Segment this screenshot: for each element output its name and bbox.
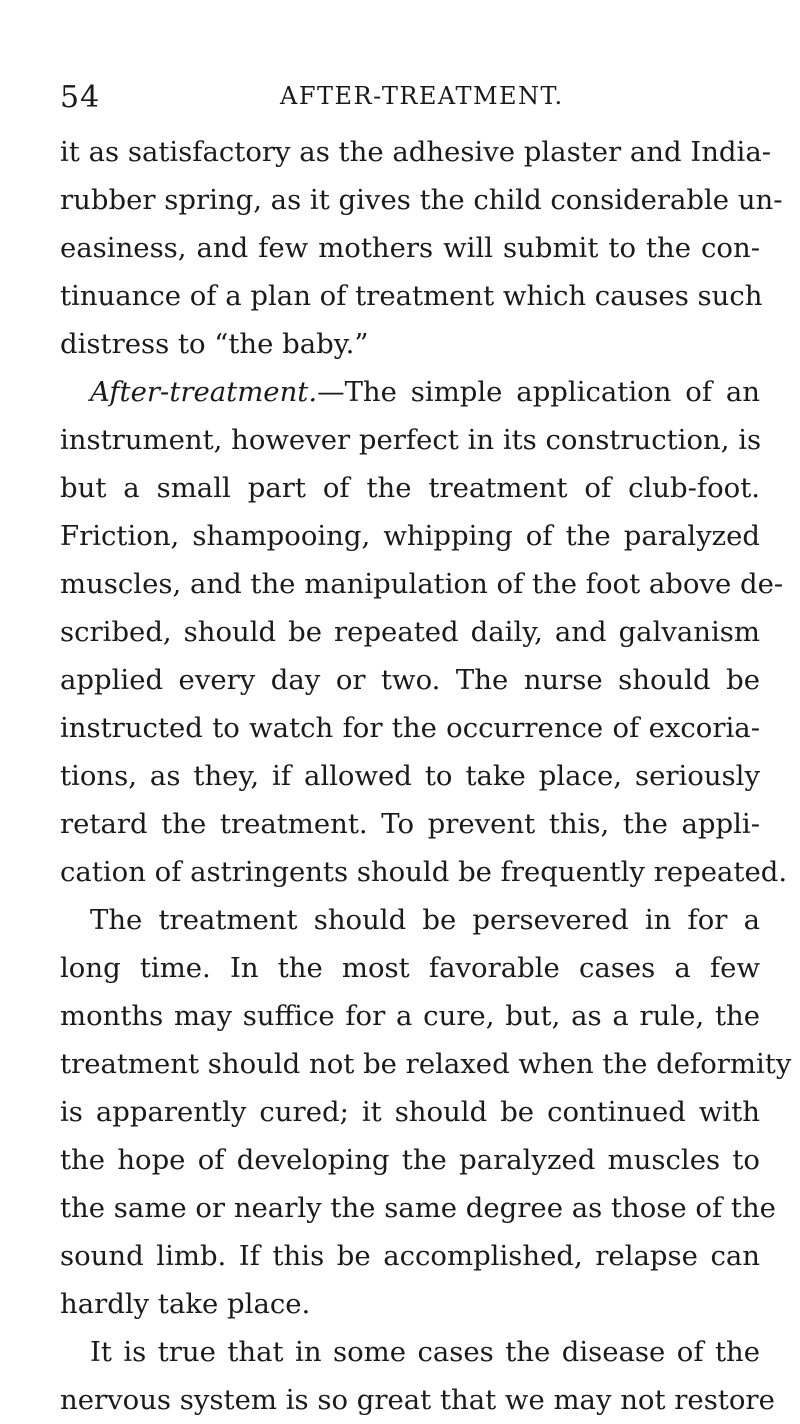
text-line: Friction, shampooing, whipping of the paralyzed [60,520,760,552]
text-line: distress to “the baby.” [60,328,369,360]
text-line: tinuance of a plan of treatment which causes such [60,280,763,312]
text-line: instructed to watch for the occurrence of excoria- [60,712,760,744]
text-line: the same or nearly the same degree as those of the [60,1192,776,1224]
text-line: but a small part of the treatment of club-foot. [60,472,760,504]
text-line: cation of astringents should be frequently repeated. [60,856,788,888]
text-line: tions, as they, if allowed to take place, seriously [60,760,760,792]
text-line: treatment should not be relaxed when the deformity [60,1048,792,1080]
text-line: rubber spring, as it gives the child considerable un- [60,184,783,216]
text-line: nervous system is so great that we may not restore [60,1384,775,1416]
text-line: easiness, and few mothers will submit to the con- [60,232,760,264]
text-line-with-heading [60,368,760,416]
text-line: instrument, however perfect in its construction, is [60,424,762,456]
section-heading: After-treatment. [90,376,318,408]
text-line: The treatment should be persevered in for a [90,904,760,936]
text-line: muscles, and the manipulation of the foot above de- [60,568,784,600]
text-line: It is true that in some cases the disease of the [90,1336,760,1368]
text-line: the hope of developing the paralyzed muscles to [60,1144,760,1176]
page-number: 54 [60,80,101,115]
body-text [60,128,792,1424]
text-line-continuation: —The simple application of an [317,376,760,408]
text-line: retard the treatment. To prevent this, the appli- [60,808,760,840]
text-line: sound limb. If this be accomplished, relapse can [60,1240,760,1272]
running-head [60,80,740,120]
text-line: applied every day or two. The nurse should be [60,664,760,696]
running-title: AFTER-TREATMENT. [280,82,564,110]
text-line: scribed, should be repeated daily, and galvanism [60,616,760,648]
text-line: hardly take place. [60,1288,311,1320]
text-line: it as satisfactory as the adhesive plaster and India- [60,136,772,168]
text-line: long time. In the most favorable cases a few [60,952,760,984]
text-line: months may suffice for a cure, but, as a rule, the [60,1000,760,1032]
text-line: is apparently cured; it should be continued with [60,1096,760,1128]
